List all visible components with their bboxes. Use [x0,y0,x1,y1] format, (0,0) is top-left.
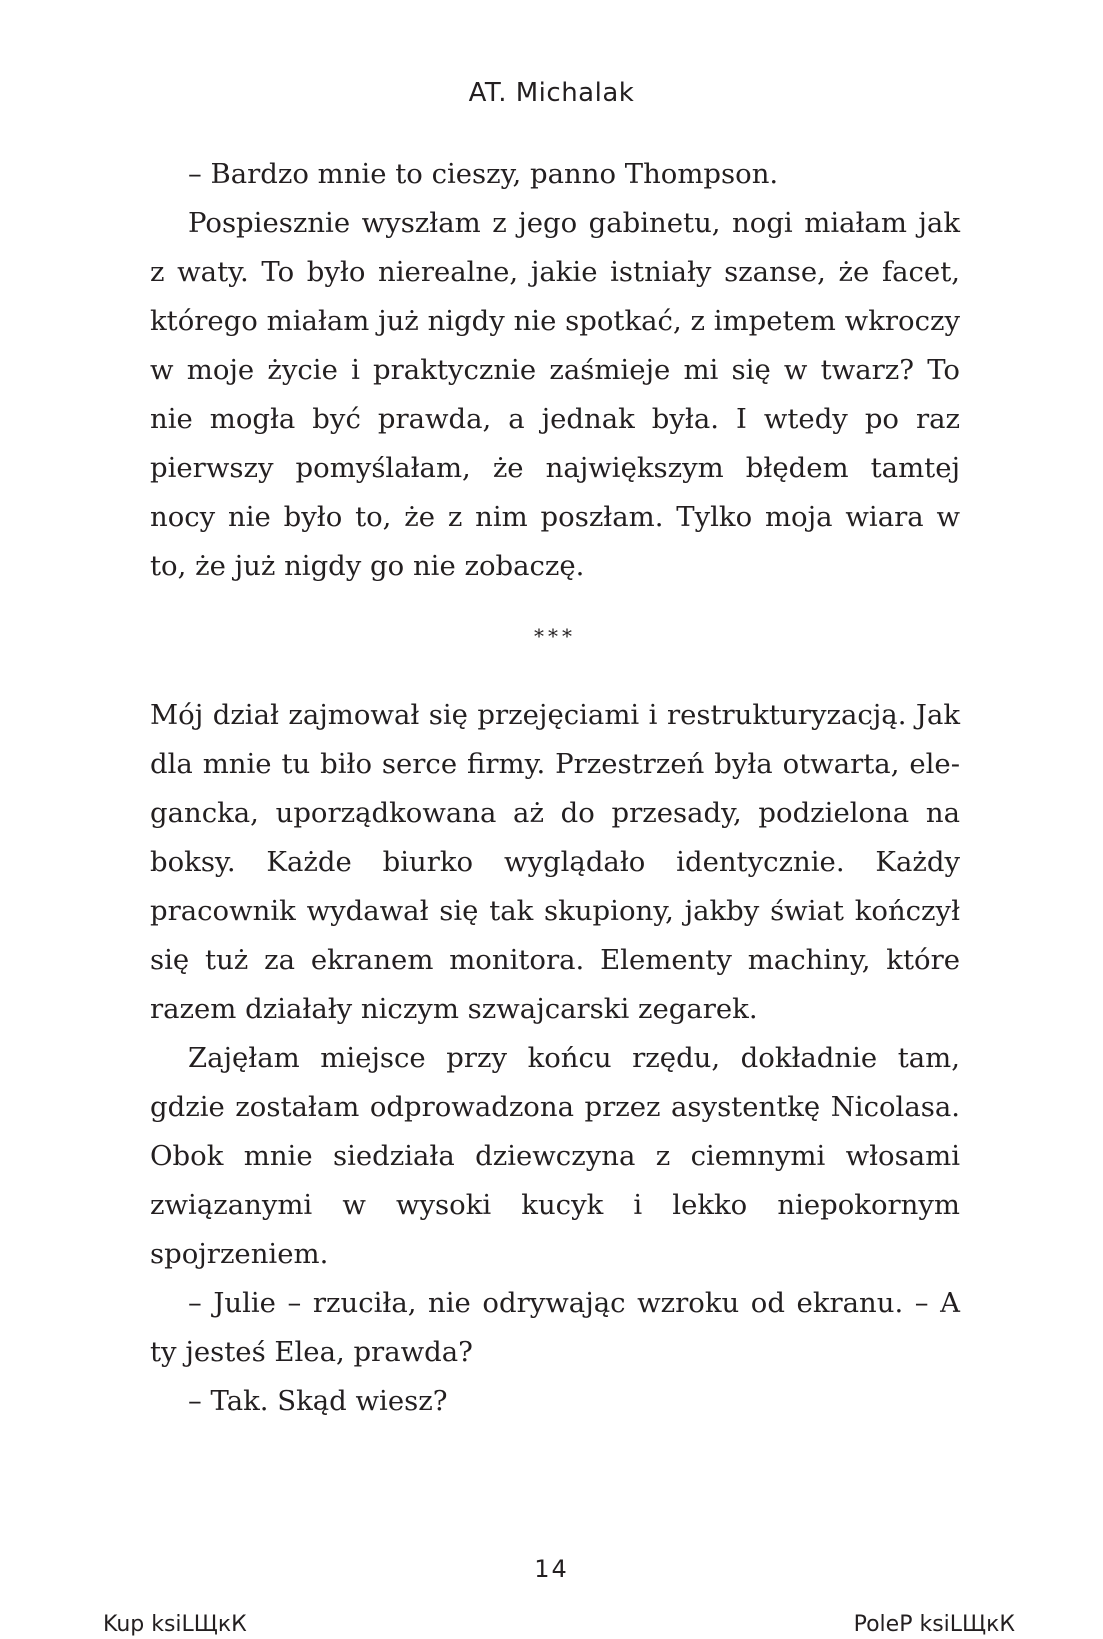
paragraph-dialogue-reply: – Tak. Skąd wiesz? [188,1385,448,1417]
paragraph-dialogue-julie: – Julie – rzuciła, nie odrywając wzroku od ekranu. – A ty jesteś Elea, prawda? [150,1287,960,1368]
paragraph-leaving-office: Pospiesznie wyszłam z jego gabinetu, nogi miałam jak z waty. To było nierealne, jakie istniały szanse, że facet, którego miałam już nigdy nie spotkać, z impetem wkroczy w moje życie i praktycznie zaśmieje mi się w twarz? To nie mogła być prawda, a jednak była. I wtedy po raz pierwszy pomyślałam, że największym błędem tamtej nocy nie było to, że z nim poszłam. Tylko moja wiara w to, że już nigdy go nie zobaczę. [150,207,960,582]
paragraph-department: Mój dział zajmował się przejęciami i restrukturyzacją. Jak dla mnie tu biło serce firmy. Przestrzeń była otwarta, elegancka, uporządkowana aż do przesady, podzielona na boksy. Każde biurko wyglądało identycznie. Każdy pracownik wydawał się tak skupiony, jakby świat kończył się tuż za ekranem monitora. Elementy machiny, które razem działały niczym szwajcarski zegarek. [150,699,960,1025]
section-separator: *** [534,624,576,648]
recommend-book-link[interactable]: PoleР ksiLЩкК [853,1612,1015,1637]
paragraph-desk: Zajęłam miejsce przy końcu rzędu, dokładnie tam, gdzie zostałam odprowadzona przez asystentkę Nicolasa. Obok mnie siedziała dziewczyna z ciemnymi włosami związanymi w wysoki kucyk i lekko niepokornym spojrzeniem. [150,1042,960,1270]
running-header: AT. Michalak [468,78,635,108]
buy-book-link[interactable]: Kup ksiLЩкК [103,1612,247,1637]
page-number: 14 [534,1555,569,1583]
body-text [150,150,960,1426]
paragraph-dialogue-thompson: – Bardzo mnie to cieszy, panno Thompson. [188,158,779,190]
